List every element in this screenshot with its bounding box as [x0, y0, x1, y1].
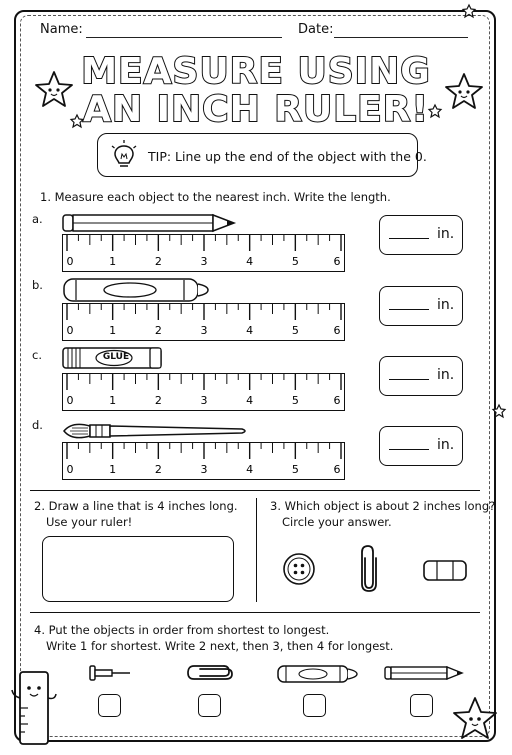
column-divider [256, 498, 257, 602]
item-letter: b. [32, 278, 43, 292]
ruler-tick-label: 3 [200, 463, 208, 476]
ruler-tick-label: 5 [291, 324, 299, 337]
pencil-icon [62, 212, 242, 234]
item-letter: c. [32, 348, 42, 362]
ruler-tick-label: 0 [66, 463, 74, 476]
ruler-tick-label: 3 [200, 394, 208, 407]
ruler-tick-label: 2 [154, 463, 162, 476]
answer-box[interactable] [379, 426, 463, 466]
q2-line1: 2. Draw a line that is 4 inches long. [34, 499, 238, 513]
ruler-tick-label: 1 [109, 255, 117, 268]
section-divider [30, 612, 480, 613]
lightbulb-icon [110, 140, 138, 170]
drawing-area[interactable] [42, 536, 234, 602]
crayon-icon [62, 277, 212, 303]
ruler-tick-label: 6 [333, 255, 341, 268]
glue-label: GLUE [102, 352, 130, 362]
answer-box[interactable] [379, 286, 463, 326]
page-title-line2: AN INCH RULER! [83, 89, 429, 130]
unit-label: in. [437, 226, 455, 242]
star-right-icon [444, 72, 484, 110]
answer-blank[interactable] [389, 309, 429, 310]
ruler-tick-label: 5 [291, 463, 299, 476]
ruler-tick-label: 3 [200, 324, 208, 337]
ruler-tick-label: 6 [333, 394, 341, 407]
ruler-tick-label: 6 [333, 324, 341, 337]
paper-clip-icon [186, 662, 234, 684]
unit-label: in. [437, 297, 455, 313]
small-star-icon [70, 114, 84, 128]
q2-line2: Use your ruler! [46, 515, 133, 529]
ruler-tick-label: 0 [66, 324, 74, 337]
q4-line1: 4. Put the objects in order from shortest to longest. [34, 623, 330, 637]
push-pin-icon [88, 664, 132, 682]
answer-box[interactable] [379, 356, 463, 396]
star-left-icon [34, 70, 74, 108]
star-mascot-icon [452, 696, 498, 740]
ruler-tick-label: 5 [291, 394, 299, 407]
unit-label: in. [437, 367, 455, 383]
name-field[interactable] [86, 37, 282, 38]
order-box[interactable] [98, 694, 121, 717]
answer-box[interactable] [379, 215, 463, 255]
item-letter: a. [32, 212, 43, 226]
answer-blank[interactable] [389, 238, 429, 239]
button-icon[interactable] [282, 552, 316, 586]
date-label: Date: [298, 22, 334, 37]
date-field[interactable] [334, 37, 468, 38]
ruler-tick-label: 4 [246, 394, 254, 407]
ruler-tick-label: 1 [109, 394, 117, 407]
ruler-tick-label: 4 [246, 463, 254, 476]
ruler-tick-label: 4 [246, 324, 254, 337]
eraser-icon[interactable] [422, 559, 468, 583]
ruler-tick-label: 0 [66, 255, 74, 268]
answer-blank[interactable] [389, 379, 429, 380]
answer-blank[interactable] [389, 449, 429, 450]
ruler-tick-label: 4 [246, 255, 254, 268]
page-title-line1: MEASURE USING [81, 51, 431, 92]
small-star-icon [462, 4, 476, 18]
q4-line2: Write 1 for shortest. Write 2 next, then 3, then 4 for longest. [46, 639, 394, 653]
order-box[interactable] [410, 694, 433, 717]
ruler-tick-label: 1 [109, 463, 117, 476]
small-star-icon [428, 104, 442, 118]
ruler-tick-label: 5 [291, 255, 299, 268]
ruler-tick-label: 2 [154, 324, 162, 337]
ruler-tick-label: 2 [154, 255, 162, 268]
q3-line1: 3. Which object is about 2 inches long? [270, 499, 496, 513]
section-divider [30, 490, 480, 491]
ruler [62, 373, 345, 411]
ruler [62, 442, 345, 480]
ruler-tick-label: 6 [333, 463, 341, 476]
paintbrush-icon [62, 418, 252, 444]
name-label: Name: [40, 22, 83, 37]
q3-line2: Circle your answer. [282, 515, 392, 529]
order-box[interactable] [198, 694, 221, 717]
ruler-tick-label: 3 [200, 255, 208, 268]
ruler-tick-label: 2 [154, 394, 162, 407]
small-star-icon [492, 404, 506, 418]
tip-text: TIP: Line up the end of the object with the 0. [148, 149, 427, 164]
paper-clip-icon[interactable] [358, 544, 380, 592]
order-box[interactable] [303, 694, 326, 717]
pencil-icon [384, 665, 464, 681]
item-letter: d. [32, 418, 43, 432]
q1-prompt: 1. Measure each object to the nearest inch. Write the length. [40, 190, 391, 204]
crayon-icon [276, 664, 360, 684]
unit-label: in. [437, 437, 455, 453]
ruler [62, 303, 345, 341]
ruler-tick-label: 0 [66, 394, 74, 407]
ruler-tick-label: 1 [109, 324, 117, 337]
ruler-mascot-icon [10, 668, 60, 750]
ruler [62, 234, 345, 272]
